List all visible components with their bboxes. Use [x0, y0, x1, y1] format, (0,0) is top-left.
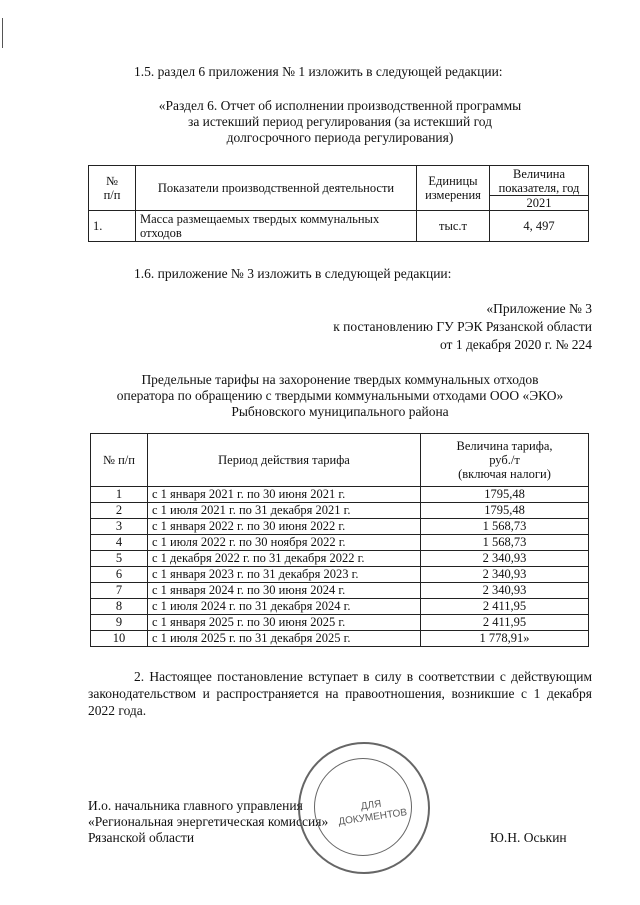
table-row — [91, 503, 589, 519]
cell-num: 5 — [91, 551, 148, 567]
section-1-5: 1.5. раздел 6 приложения № 1 изложить в следующей редакции: — [134, 64, 503, 79]
tariff-rows — [91, 487, 589, 647]
header-tariff-value: Величина тарифа, руб./т (включая налоги) — [421, 434, 589, 487]
tariff-title: Предельные тарифы на захоронение твердых коммунальных отходов оператора по обращению с твердыми коммунальными отходами ООО «ЭКО» Рыбновского муниципального района — [116, 372, 564, 419]
signature-position: И.о. начальника главного управления «Региональная энергетическая комиссия» Рязанской области — [88, 798, 329, 845]
table-row — [89, 211, 589, 242]
cell-value: 1795,48 — [421, 503, 589, 519]
cell-num: 6 — [91, 567, 148, 583]
table-row — [91, 487, 589, 503]
signature-name: Ю.Н. Оськин — [490, 830, 567, 845]
section6-title-line: «Раздел 6. Отчет об исполнении производственной программы — [158, 98, 522, 113]
section6-title-line: за истекший период регулирования (за истекший год — [187, 114, 492, 129]
cell-value: 4, 497 — [490, 211, 589, 242]
table-row — [91, 631, 589, 647]
official-stamp — [298, 742, 430, 874]
cell-period: с 1 декабря 2022 г. по 31 декабря 2022 г. — [148, 551, 421, 567]
table-header-row — [89, 166, 589, 196]
cell-num: 3 — [91, 519, 148, 535]
margin-mark — [2, 18, 3, 48]
header-year: 2021 — [490, 196, 589, 211]
header-period: Период действия тарифа — [148, 434, 421, 487]
table-row — [91, 551, 589, 567]
header-indicators: Показатели производственной деятельности — [136, 166, 417, 211]
table-row — [91, 615, 589, 631]
cell-period: с 1 января 2025 г. по 30 июня 2025 г. — [148, 615, 421, 631]
cell-num: 9 — [91, 615, 148, 631]
table-row — [91, 535, 589, 551]
production-report-table — [88, 165, 589, 242]
table-row — [91, 583, 589, 599]
section6-title-line: долгосрочного периода регулирования) — [226, 130, 454, 145]
cell-value: 2 340,93 — [421, 567, 589, 583]
cell-num: 1. — [89, 211, 136, 242]
stamp-text: ДЛЯ ДОКУМЕНТОВ — [337, 798, 408, 828]
table-row — [91, 599, 589, 615]
cell-period: с 1 января 2024 г. по 30 июня 2024 г. — [148, 583, 421, 599]
cell-period: с 1 июля 2021 г. по 31 декабря 2021 г. — [148, 503, 421, 519]
tariff-table — [90, 433, 589, 647]
cell-period: с 1 января 2022 г. по 30 июня 2022 г. — [148, 519, 421, 535]
cell-value: 1795,48 — [421, 487, 589, 503]
cell-period: с 1 января 2021 г. по 30 июня 2021 г. — [148, 487, 421, 503]
cell-num: 1 — [91, 487, 148, 503]
cell-value: 2 411,95 — [421, 599, 589, 615]
cell-num: 4 — [91, 535, 148, 551]
header-num: № п/п — [91, 434, 148, 487]
cell-value: 2 411,95 — [421, 615, 589, 631]
header-value: Величина показателя, год — [490, 166, 589, 196]
cell-unit: тыс.т — [417, 211, 490, 242]
cell-num: 8 — [91, 599, 148, 615]
cell-num: 7 — [91, 583, 148, 599]
cell-name: Масса размещаемых твердых коммунальных отходов — [136, 211, 417, 242]
cell-num: 10 — [91, 631, 148, 647]
cell-value: 2 340,93 — [421, 583, 589, 599]
cell-value: 1 568,73 — [421, 535, 589, 551]
table-row — [91, 519, 589, 535]
cell-period: с 1 июля 2024 г. по 31 декабря 2024 г. — [148, 599, 421, 615]
cell-num: 2 — [91, 503, 148, 519]
header-num: № п/п — [89, 166, 136, 211]
section-2: 2. Настоящее постановление вступает в силу в соответствии с действующим законодательством и распространяется на правоотношения, возникшие с 1 декабря 2022 года. — [88, 669, 592, 718]
cell-period: с 1 января 2023 г. по 31 декабря 2023 г. — [148, 567, 421, 583]
section-1-6: 1.6. приложение № 3 изложить в следующей редакции: — [134, 266, 452, 281]
header-units: Единицы измерения — [417, 166, 490, 211]
cell-value: 2 340,93 — [421, 551, 589, 567]
appendix-reference: «Приложение № 3 к постановлению ГУ РЭК Рязанской области от 1 декабря 2020 г. № 224 — [333, 301, 592, 352]
cell-value: 1 568,73 — [421, 519, 589, 535]
table-header-row — [91, 434, 589, 487]
cell-period: с 1 июля 2022 г. по 30 ноября 2022 г. — [148, 535, 421, 551]
cell-value: 1 778,91» — [421, 631, 589, 647]
table-row — [91, 567, 589, 583]
section6-title — [90, 98, 590, 146]
cell-period: с 1 июля 2025 г. по 31 декабря 2025 г. — [148, 631, 421, 647]
